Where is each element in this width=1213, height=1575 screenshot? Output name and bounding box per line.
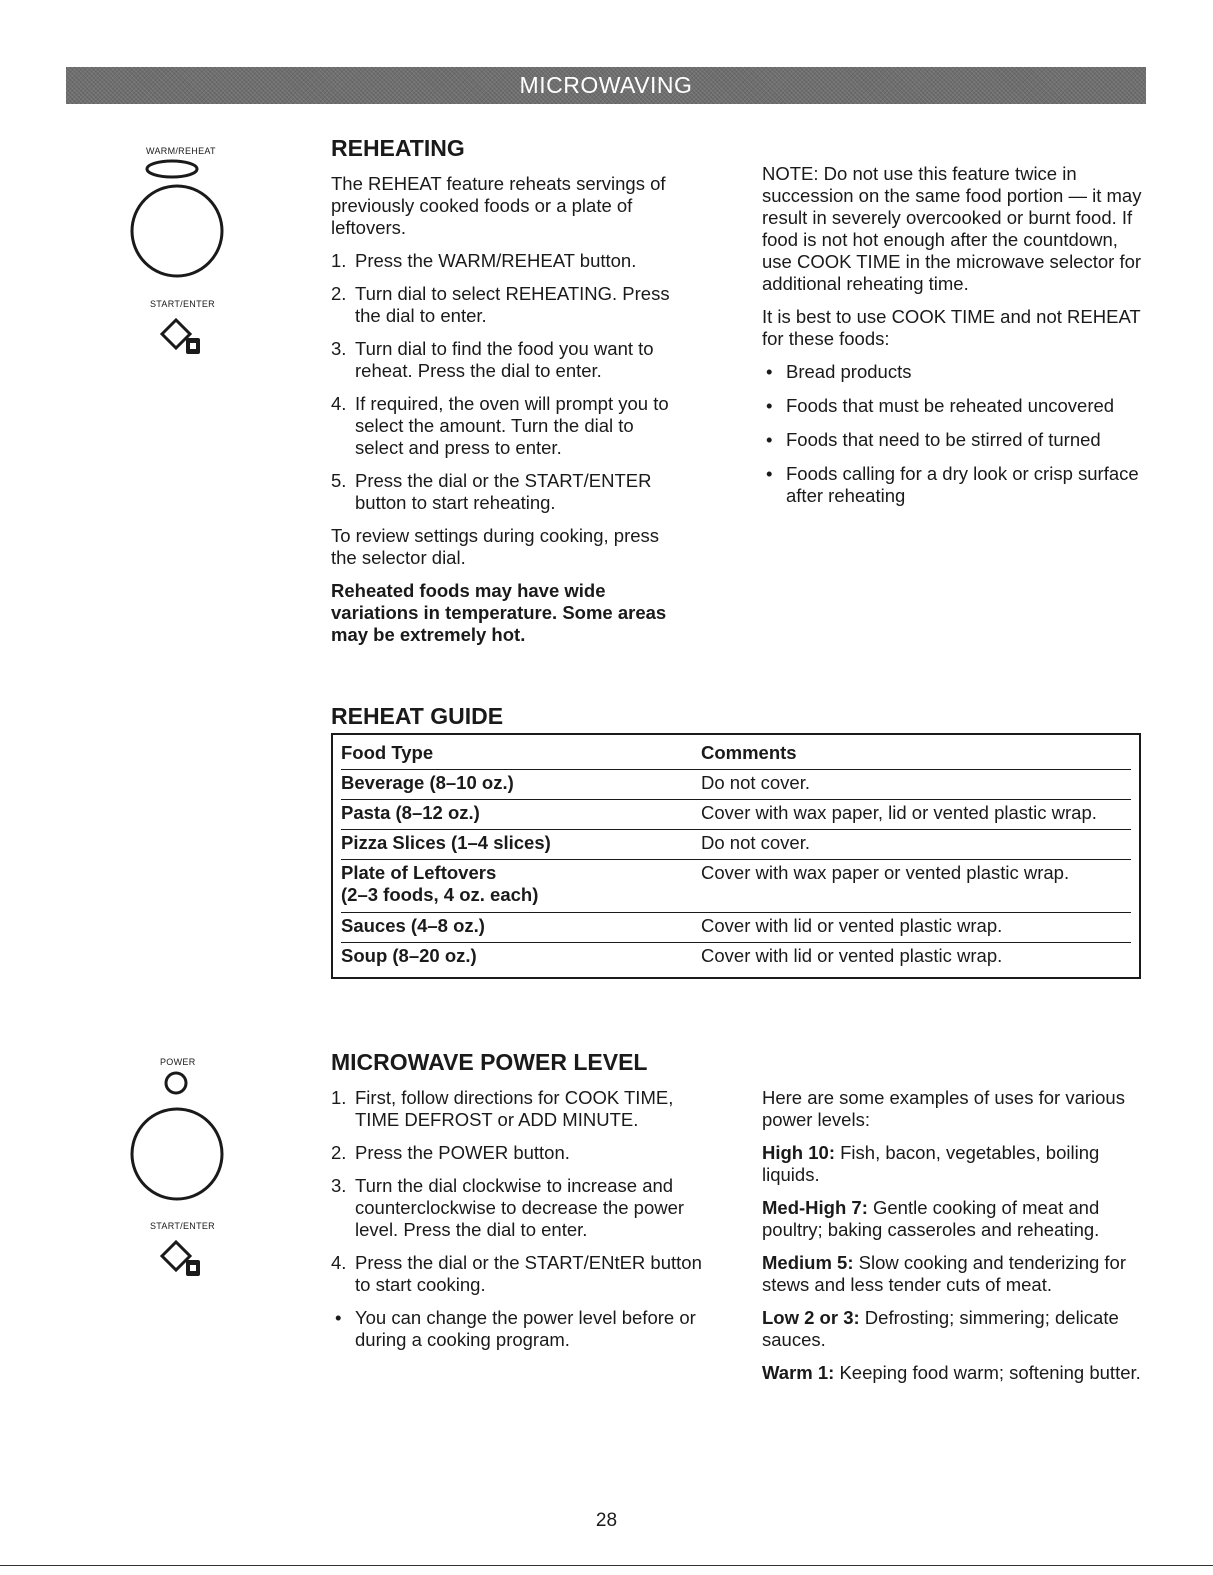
- start-enter-button-icon: [158, 316, 210, 360]
- reheating-review-text: To review settings during cooking, press the selector dial.: [331, 525, 660, 568]
- list-item: 2. Turn dial to select REHEATING. Press the dial to enter.: [331, 283, 670, 326]
- reheating-bullets: [762, 361, 1142, 507]
- table-row: Soup (8–20 oz.) Cover with lid or vented plastic wrap.: [341, 945, 1003, 966]
- power-examples-intro: Here are some examples of uses for various power levels:: [762, 1087, 1125, 1130]
- power-level-steps: [331, 1087, 721, 1296]
- warm-reheat-button-icon: [142, 158, 202, 180]
- table-row: Pizza Slices (1–4 slices) Do not cover.: [341, 832, 811, 853]
- power-level-bullets: [331, 1307, 721, 1351]
- start-enter-button-icon: [158, 1238, 210, 1282]
- reheating-left-column: [331, 173, 686, 657]
- table-row: Sauces (4–8 oz.) Cover with lid or vented plastic wrap.: [341, 915, 1003, 936]
- list-item: • Bread products: [766, 361, 912, 382]
- selector-dial-icon: [128, 182, 226, 280]
- reheating-warning: Reheated foods may have wide variations in temperature. Some areas may be extremely hot.: [331, 580, 667, 645]
- power-example: High 10: Fish, bacon, vegetables, boiling liquids.: [762, 1142, 1100, 1185]
- list-item: • Foods calling for a dry look or crisp surface after reheating: [766, 463, 1139, 506]
- power-example: Warm 1: Keeping food warm; softening butter.: [762, 1362, 1141, 1383]
- table-row: Pasta (8–12 oz.) Cover with wax paper, lid or vented plastic wrap.: [341, 802, 1097, 823]
- reheating-heading: REHEATING: [331, 135, 465, 161]
- list-item: 2. Press the POWER button.: [331, 1142, 570, 1163]
- power-example: Low 2 or 3: Defrosting; simmering; delicate sauces.: [762, 1307, 1119, 1350]
- list-item: 5. Press the dial or the START/ENTER button to start reheating.: [331, 470, 652, 513]
- reheating-note: NOTE: Do not use this feature twice in succession on the same food portion — it may result in severely overcooked or burnt food. If food is not hot enough after the countdown, use COOK TIME in the microwave selector for additional reheating time.: [762, 163, 1142, 294]
- section-banner: [66, 67, 1146, 104]
- selector-dial-icon: [128, 1105, 226, 1203]
- power-example: Medium 5: Slow cooking and tenderizing for stews and less tender cuts of meat.: [762, 1252, 1127, 1295]
- table-row: Beverage (8–10 oz.) Do not cover.: [341, 772, 811, 793]
- reheat-guide-heading: REHEAT GUIDE: [331, 703, 504, 729]
- reheating-best: It is best to use COOK TIME and not REHEAT for these foods:: [762, 306, 1141, 349]
- list-item: • Foods that must be reheated uncovered: [766, 395, 1115, 416]
- page-number: 28: [595, 1510, 618, 1531]
- col-comments: Comments: [701, 742, 797, 763]
- power-example: Med-High 7: Gentle cooking of meat and poultry; baking casseroles and reheating.: [762, 1197, 1100, 1240]
- warm-reheat-label: WARM/REHEAT: [146, 146, 216, 156]
- reheating-intro: The REHEAT feature reheats servings of previously cooked foods or a plate of leftovers.: [331, 173, 666, 238]
- list-item: 4. Press the dial or the START/ENtER button to start cooking.: [331, 1252, 702, 1295]
- power-button-icon: [162, 1069, 190, 1097]
- footer-rule: [0, 1565, 1213, 1566]
- list-item: 1. First, follow directions for COOK TIME, TIME DEFROST or ADD MINUTE.: [331, 1087, 674, 1130]
- banner-title: MICROWAVING: [519, 72, 693, 98]
- list-item: • Foods that need to be stirred of turned: [766, 429, 1101, 450]
- list-item: 3. Turn the dial clockwise to increase and counterclockwise to decrease the power level. Press the dial to enter.: [331, 1175, 685, 1240]
- power-label: POWER: [160, 1057, 196, 1067]
- power-level-right-column: [762, 1087, 1142, 1395]
- col-food-type: Food Type: [341, 742, 434, 763]
- list-item: 4. If required, the oven will prompt you to select the amount. Turn the dial to select and press to enter.: [331, 393, 669, 458]
- reheat-guide-table: [331, 733, 1141, 979]
- power-level-left-column: [331, 1087, 721, 1363]
- table-row: Plate of Leftovers (2–3 foods, 4 oz. each) Cover with wax paper or vented plastic wrap.: [341, 862, 1070, 905]
- reheating-steps: [331, 250, 686, 514]
- list-item: 1. Press the WARM/REHEAT button.: [331, 250, 637, 271]
- list-item: • You can change the power level before or during a cooking program.: [335, 1307, 696, 1350]
- start-enter-label: START/ENTER: [150, 1221, 215, 1231]
- reheating-right-column: [762, 163, 1142, 519]
- power-level-heading: MICROWAVE POWER LEVEL: [331, 1049, 648, 1075]
- list-item: 3. Turn dial to find the food you want to reheat. Press the dial to enter.: [331, 338, 654, 381]
- table-header-row: [341, 742, 1131, 764]
- start-enter-label: START/ENTER: [150, 299, 215, 309]
